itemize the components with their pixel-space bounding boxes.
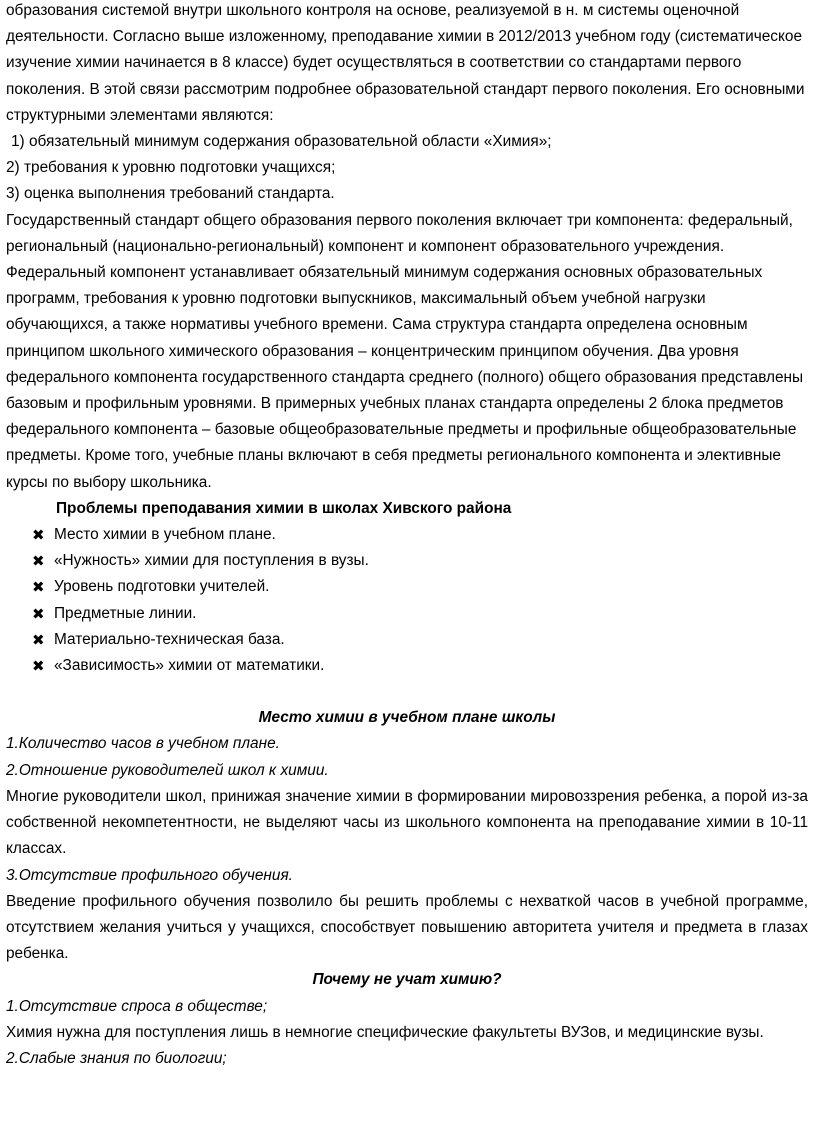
cross-mark-icon: ✖ — [32, 630, 45, 649]
place-item-3-text: Введение профильного обучения позволило бы решить проблемы с нехваткой часов в учебной программе, отсутствием желания учиться у учащихся, способствует повышению авторитета учителя и предмета в глазах ребенка. — [6, 892, 808, 963]
structure-item-3: 3) оценка выполнения требований стандарта. — [6, 185, 335, 203]
problems-list-item — [32, 653, 808, 679]
problem-text: «Нужность» химии для поступления в вузы. — [54, 552, 369, 570]
problems-list-item — [32, 574, 808, 600]
problem-text: Материально-техническая база. — [54, 630, 285, 648]
problems-list-item — [32, 548, 808, 574]
place-item-3: 3.Отсутствие профильного обучения. — [6, 866, 293, 884]
why-item-1: 1.Отсутствие спроса в обществе; — [6, 997, 268, 1015]
place-section-heading: Место химии в учебном плане школы — [258, 709, 556, 727]
problems-list-item — [32, 601, 808, 627]
cross-mark-icon: ✖ — [32, 657, 45, 676]
cross-mark-icon: ✖ — [32, 526, 45, 545]
place-item-2: 2.Отношение руководителей школ к химии. — [6, 761, 329, 779]
cross-mark-icon: ✖ — [32, 604, 45, 623]
problem-text: Предметные линии. — [54, 604, 197, 622]
structure-item-2: 2) требования к уровню подготовки учащихся; — [6, 159, 336, 177]
problem-text: Место химии в учебном плане. — [54, 526, 276, 544]
problems-list-item — [32, 522, 808, 548]
structure-item-1: 1) обязательный минимум содержания образовательной области «Химия»; — [11, 133, 552, 151]
why-section-heading: Почему не учат химию? — [312, 971, 502, 989]
place-item-2-text: Многие руководители школ, принижая значение химии в формировании мировоззрения ребенка, а порой из-за собственной некомпетентности, не выделяют часы из школьного компонента на преподавание химии в 10-11 классах. — [6, 787, 808, 858]
problems-heading: Проблемы преподавания химии в школах Хивского района — [56, 499, 512, 517]
standard-paragraph: Государственный стандарт общего образования первого поколения включает три компонента: федеральный, региональный (национально-региональный) компонент и компонент образовательного учреждения. Федеральный компонент устанавливает обязательный минимум содержания основных образовательных программ, требования к уровню подготовки выпускников, максимальный объем учебной нагрузки обучающихся, а также нормативы учебного времени. Сама структура стандарта определена основным принципом школьного химического образования – концентрическим принципом обучения. Два уровня федерального компонента государственного стандарта среднего (полного) общего образования представлены базовым и профильным уровнями. В примерных учебных планах стандарта определены 2 блока предметов федерального компонента – базовые общеобразовательные предметы и профильные общеобразовательные предметы. Кроме того, учебные планы включают в себя предметы регионального компонента и элективные курсы по выбору школьника. — [6, 211, 804, 491]
why-item-1-text: Химия нужна для поступления лишь в немногие специфические факультеты ВУЗов, и медицинские вузы. — [6, 1023, 764, 1041]
why-item-2: 2.Слабые знания по биологии; — [6, 1049, 227, 1067]
problems-list — [6, 522, 808, 679]
problem-text: Уровень подготовки учителей. — [54, 578, 270, 596]
problems-list-item — [32, 627, 808, 653]
blank-line — [6, 679, 808, 705]
cross-mark-icon: ✖ — [32, 552, 45, 571]
cross-mark-icon: ✖ — [32, 578, 45, 597]
place-item-1: 1.Количество часов в учебном плане. — [6, 735, 280, 753]
problem-text: «Зависимость» химии от математики. — [54, 657, 325, 675]
intro-paragraph: образования системой внутри школьного контроля на основе, реализуемой в н. м системы оценочной деятельности. Согласно выше изложенному, преподавание химии в 2012/2013 учебном году (систематическое изучение химии начинается в 8 классе) будет осуществляться в соответствии со стандартами первого поколения. В этой связи рассмотрим подробнее образовательной стандарт первого поколения. Его основными структурными элементами являются: — [6, 2, 805, 124]
